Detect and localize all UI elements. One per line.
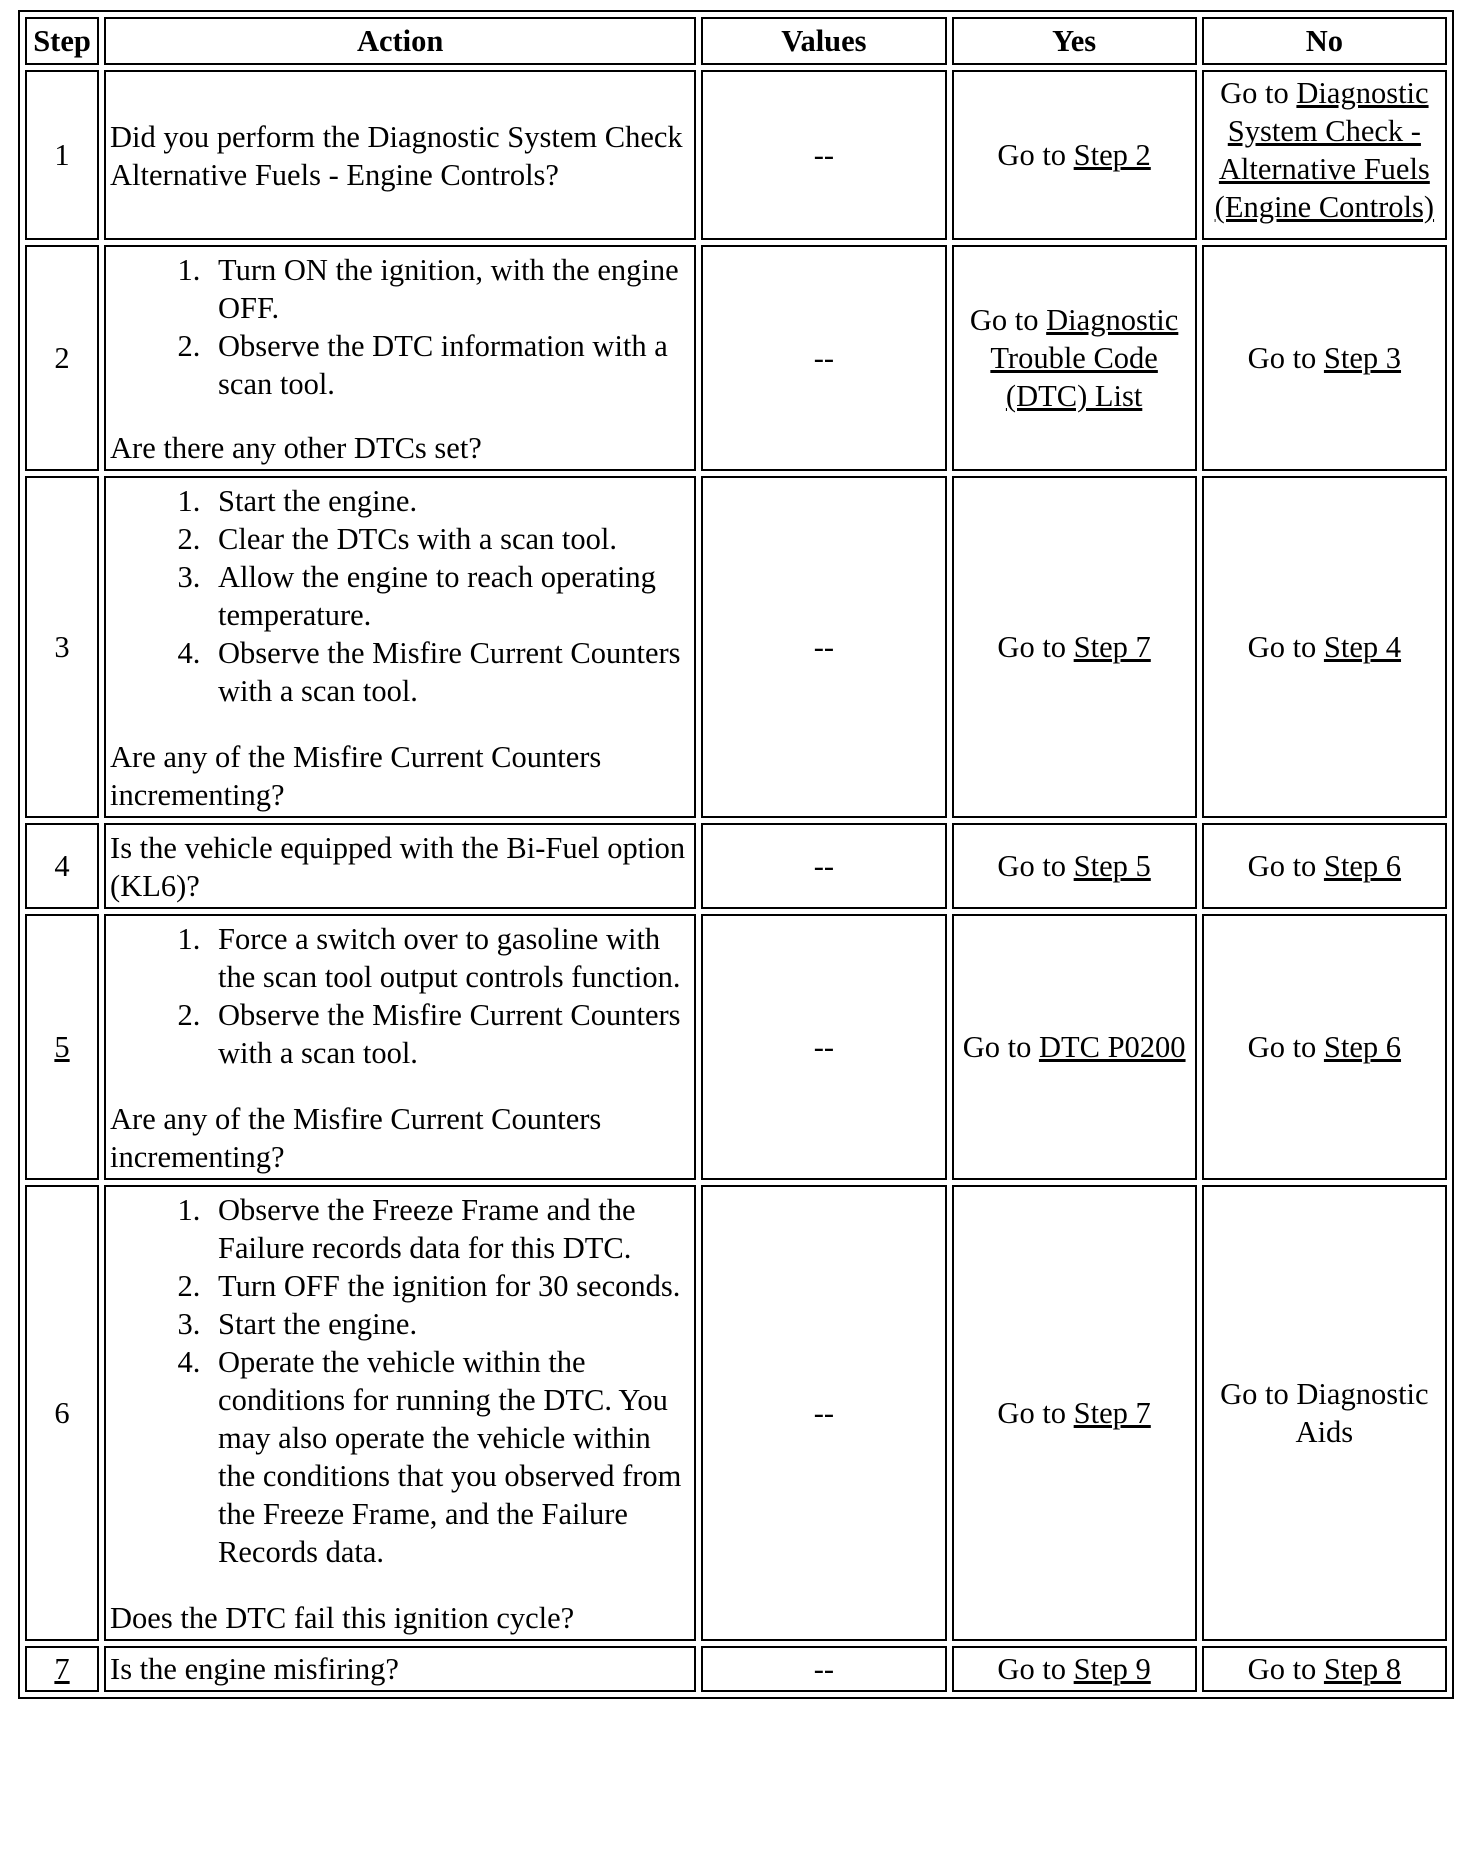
- no-cell: [1202, 70, 1447, 240]
- yes-cell: [952, 1646, 1197, 1692]
- no-cell: [1202, 245, 1447, 471]
- action-cell: [104, 823, 696, 909]
- action-cell: [104, 1185, 696, 1641]
- yes-link-step-9[interactable]: Step 9: [1073, 1652, 1151, 1686]
- list-item: 4. Observe the Misfire Current Counters with a scan tool.: [208, 634, 690, 710]
- list-item: 2. Observe the Misfire Current Counters with a scan tool.: [208, 996, 690, 1072]
- table-row-step-1: [25, 70, 1447, 240]
- yes-link-step-7[interactable]: Step 7: [1073, 630, 1151, 664]
- action-cell: [104, 1646, 696, 1692]
- no-link-diagnostic-system-check[interactable]: Diagnostic System Check - Alternative Fuels (Engine Controls): [1214, 76, 1435, 224]
- action-list: [110, 920, 690, 1072]
- values-cell: --: [701, 1185, 946, 1641]
- yes-cell: [952, 476, 1197, 818]
- no-link-step-6[interactable]: Step 6: [1323, 849, 1402, 883]
- values-cell: --: [701, 1646, 946, 1692]
- yes-cell: [952, 1185, 1197, 1641]
- no-prefix: Go to: [1220, 76, 1297, 110]
- values-cell: --: [701, 914, 946, 1180]
- no-link-step-4[interactable]: Step 4: [1323, 630, 1402, 664]
- list-item: 4. Operate the vehicle within the conditions for running the DTC. You may also operate the vehicle within the conditions that you observed from the Freeze Frame, and the Failure Records data.: [208, 1343, 690, 1571]
- step-number: 4: [25, 823, 99, 909]
- action-cell: [104, 476, 696, 818]
- values-cell: --: [701, 245, 946, 471]
- no-cell: Go to Diagnostic Aids: [1202, 1185, 1447, 1641]
- table-row-step-6: [25, 1185, 1447, 1641]
- table-row-step-2: [25, 245, 1447, 471]
- step-number: 6: [25, 1185, 99, 1641]
- no-link-step-8[interactable]: Step 8: [1323, 1652, 1402, 1686]
- action-list: [110, 1191, 690, 1571]
- action-cell: [104, 914, 696, 1180]
- diagnostic-table: [18, 10, 1454, 1699]
- yes-cell: [952, 823, 1197, 909]
- list-item: 1. Force a switch over to gasoline with the scan tool output controls function.: [208, 920, 690, 996]
- action-text: Did you perform the Diagnostic System Check Alternative Fuels - Engine Controls?: [110, 120, 683, 192]
- header-action: Action: [104, 17, 696, 65]
- action-text: Is the engine misfiring?: [110, 1652, 399, 1686]
- no-cell: [1202, 914, 1447, 1180]
- step-number-link[interactable]: [25, 1646, 99, 1692]
- yes-cell: [952, 70, 1197, 240]
- step-7-link[interactable]: 7: [54, 1652, 70, 1686]
- values-cell: --: [701, 823, 946, 909]
- action-list: [110, 251, 690, 403]
- step-5-link[interactable]: 5: [54, 1030, 70, 1064]
- yes-prefix: Go to: [969, 303, 1047, 337]
- step-number: 1: [25, 70, 99, 240]
- no-prefix: Go to: [1247, 1652, 1324, 1686]
- list-item: 3. Start the engine.: [208, 1305, 690, 1343]
- action-text: Is the vehicle equipped with the Bi-Fuel option (KL6)?: [110, 831, 686, 903]
- yes-cell: [952, 914, 1197, 1180]
- yes-prefix: Go to: [997, 1396, 1074, 1430]
- yes-link-dtc-list[interactable]: Diagnostic Trouble Code (DTC) List: [990, 303, 1179, 413]
- diagnostic-table-container: [18, 10, 1454, 1699]
- yes-link-dtc-p0200[interactable]: DTC P0200: [1038, 1030, 1186, 1064]
- action-question: Are any of the Misfire Current Counters incrementing?: [110, 1102, 602, 1174]
- yes-link-step-7[interactable]: Step 7: [1073, 1396, 1151, 1430]
- yes-prefix: Go to: [997, 849, 1074, 883]
- action-question: Does the DTC fail this ignition cycle?: [110, 1601, 575, 1635]
- yes-prefix: Go to: [997, 138, 1074, 172]
- action-cell: [104, 70, 696, 240]
- step-number: 3: [25, 476, 99, 818]
- values-cell: --: [701, 476, 946, 818]
- action-question: Are any of the Misfire Current Counters incrementing?: [110, 740, 602, 812]
- no-cell: [1202, 1646, 1447, 1692]
- no-prefix: Go to: [1247, 341, 1324, 375]
- list-item: 1. Observe the Freeze Frame and the Failure records data for this DTC.: [208, 1191, 690, 1267]
- yes-prefix: Go to: [997, 1652, 1074, 1686]
- no-link-step-6[interactable]: Step 6: [1323, 1030, 1402, 1064]
- yes-prefix: Go to: [962, 1030, 1039, 1064]
- action-list: [110, 482, 690, 710]
- table-row-step-3: [25, 476, 1447, 818]
- header-row: [25, 17, 1447, 65]
- table-row-step-5: [25, 914, 1447, 1180]
- values-cell: --: [701, 70, 946, 240]
- step-number-link[interactable]: [25, 914, 99, 1180]
- table-row-step-7: [25, 1646, 1447, 1692]
- no-cell: [1202, 823, 1447, 909]
- no-cell: [1202, 476, 1447, 818]
- list-item: 1. Start the engine.: [208, 482, 690, 520]
- list-item: 2. Turn OFF the ignition for 30 seconds.: [208, 1267, 690, 1305]
- table-row-step-4: [25, 823, 1447, 909]
- list-item: 2. Clear the DTCs with a scan tool.: [208, 520, 690, 558]
- step-number: 2: [25, 245, 99, 471]
- header-step: Step: [25, 17, 99, 65]
- yes-link-step-5[interactable]: Step 5: [1073, 849, 1151, 883]
- action-cell: [104, 245, 696, 471]
- header-yes: Yes: [952, 17, 1197, 65]
- list-item: 1. Turn ON the ignition, with the engine OFF.: [208, 251, 690, 327]
- no-prefix: Go to: [1247, 630, 1324, 664]
- yes-cell: [952, 245, 1197, 471]
- yes-link-step-2[interactable]: Step 2: [1073, 138, 1151, 172]
- no-link-step-3[interactable]: Step 3: [1323, 341, 1402, 375]
- list-item: 3. Allow the engine to reach operating temperature.: [208, 558, 690, 634]
- header-values: Values: [701, 17, 946, 65]
- action-question: Are there any other DTCs set?: [110, 431, 482, 465]
- no-prefix: Go to: [1247, 849, 1324, 883]
- header-no: No: [1202, 17, 1447, 65]
- yes-prefix: Go to: [997, 630, 1074, 664]
- no-prefix: Go to: [1247, 1030, 1324, 1064]
- list-item: 2. Observe the DTC information with a scan tool.: [208, 327, 690, 403]
